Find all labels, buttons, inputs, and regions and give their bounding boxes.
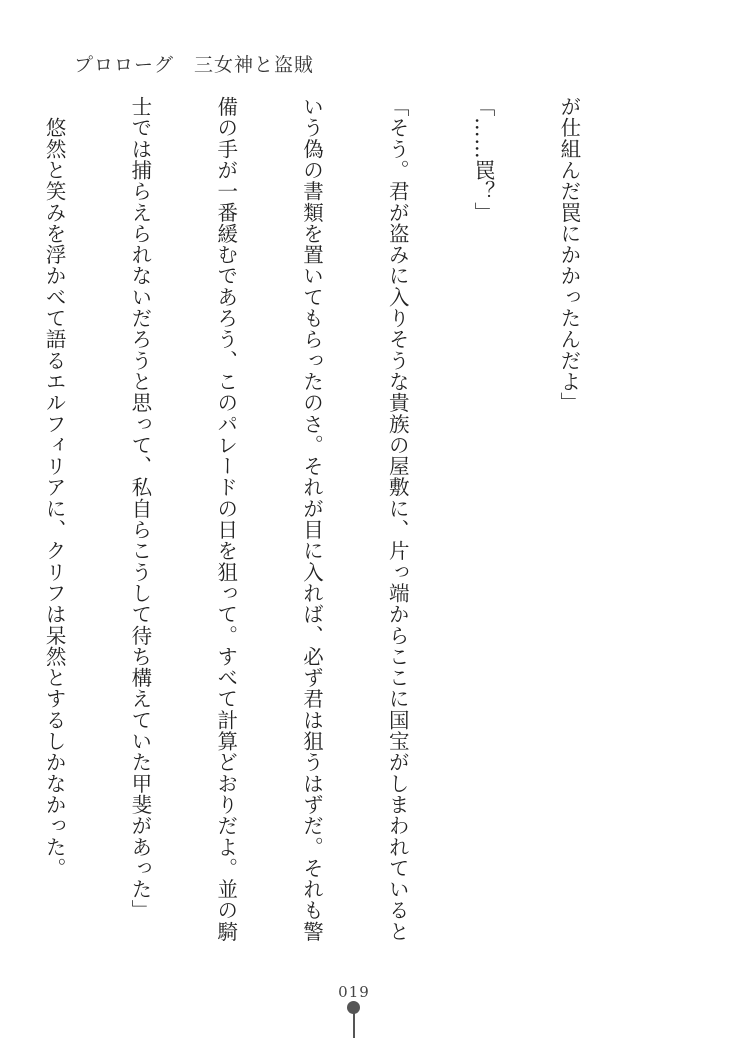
text-line: 「……罠？」	[471, 96, 496, 223]
text-line: 備の手が一番緩むであろう、このパレードの日を狙って。すべて計算どおりだよ。並の騎	[213, 96, 238, 942]
page-marker-dot-icon	[347, 1001, 360, 1014]
text-line: 「そう。君が盗みに入りそうな貴族の屋敷に、片っ端からここに国宝がしまわれていると	[385, 96, 410, 942]
text-line: 悠然と笑みを浮かべて語るエルフィリアに、クリフは呆然とするしかなかった。	[42, 96, 67, 879]
body-text	[0, 96, 640, 956]
page-number: 019	[338, 983, 370, 1001]
text-line: が仕組んだ罠にかかったんだよ」	[556, 96, 581, 414]
text-line: いう偽の書類を置いてもらったのさ。それが目に入れば、必ず君は狙うはずだ。それも警	[299, 96, 324, 942]
chapter-header: プロローグ 三女神と盗賊	[74, 54, 315, 76]
text-line: 士では捕らえられないだろうと思って、私自らこうして待ち構えていた甲斐があった」	[127, 96, 152, 921]
